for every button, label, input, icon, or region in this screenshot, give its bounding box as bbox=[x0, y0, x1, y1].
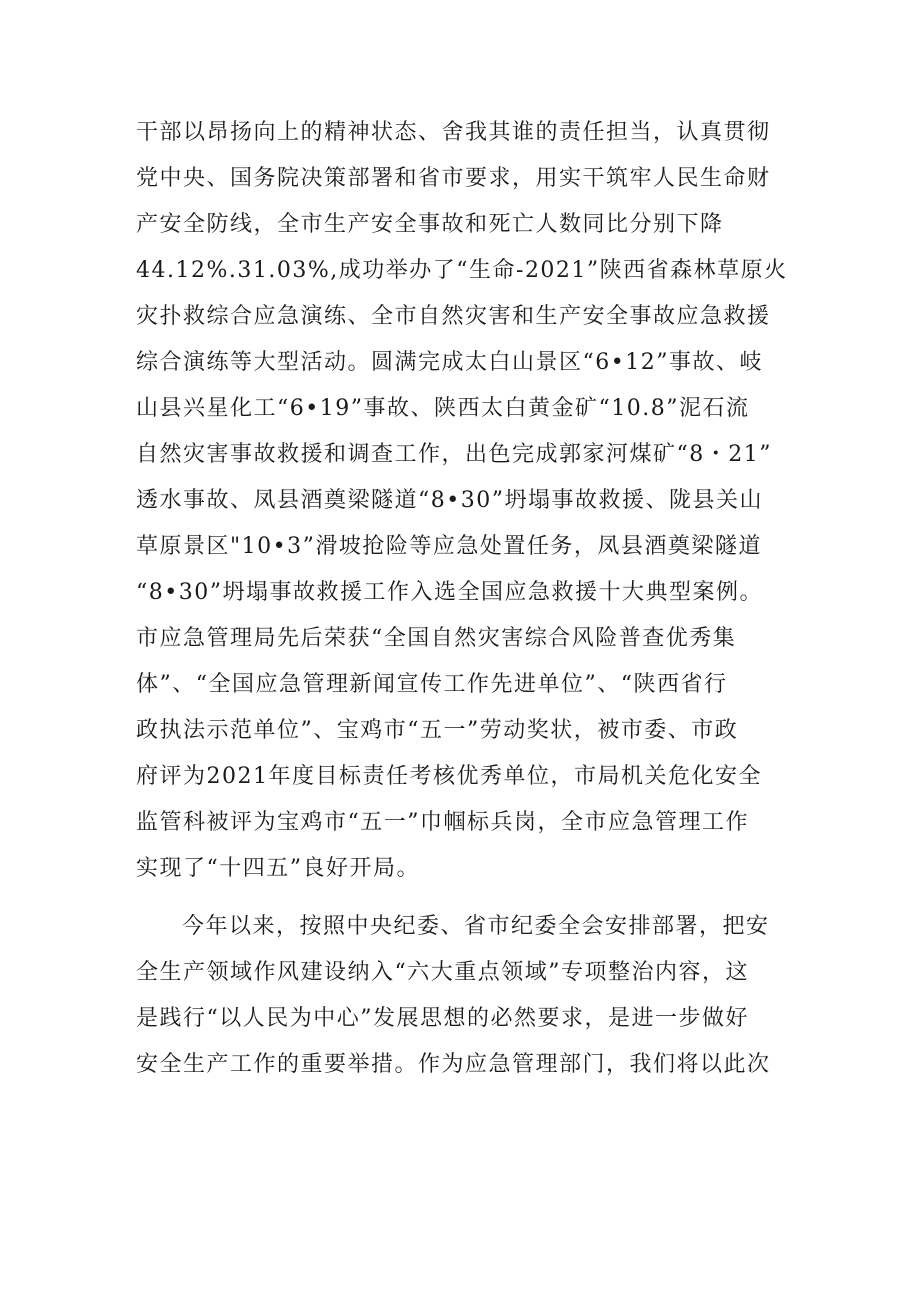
text-line: 监管科被评为宝鸡市“五一”巾帼标兵岗，全市应急管理工作 bbox=[136, 810, 749, 835]
text-line: 党中央、国务院决策部署和省市要求，用实干筑牢人民生命财 bbox=[136, 166, 771, 191]
paragraph-2 bbox=[136, 904, 776, 1088]
text-line: 草原景区"10•3”滑坡抢险等应急处置任务，凤县酒奠梁隧道 bbox=[136, 534, 762, 559]
text-line: 山县兴星化工“6•19”事故、陕西太白黄金矿“10.8”泥石流 bbox=[136, 396, 750, 421]
text-line: 干部以昂扬向上的精神状态、舍我其谁的责任担当，认真贯彻 bbox=[136, 120, 771, 145]
text-line: 透水事故、凤县酒奠梁隧道“8•30”坍塌事故救援、陇县关山 bbox=[136, 488, 763, 513]
text-line: 政执法示范单位”、宝鸡市“五一”劳动奖状，被市委、市政 bbox=[136, 718, 739, 743]
text-line: 44.12%.31.03%,成功举办了“生命-2021”陕西省森林草原火 bbox=[136, 258, 788, 283]
text-line: 体”、“全国应急管理新闻宣传工作先进单位”、“陕西省行 bbox=[136, 672, 728, 697]
text-line: 产安全防线，全市生产安全事故和死亡人数同比分别下降 bbox=[136, 212, 724, 237]
text-line: 自然灾害事故救援和调查工作，出色完成郭家河煤矿“8・21” bbox=[136, 442, 772, 467]
text-line: 灾扑救综合应急演练、全市自然灾害和生产安全事故应急救援 bbox=[136, 304, 771, 329]
text-line: 安全生产工作的重要举措。作为应急管理部门，我们将以此次 bbox=[136, 1052, 771, 1077]
text-line: 综合演练等大型活动。圆满完成太白山景区“6•12”事故、岐 bbox=[136, 350, 763, 375]
text-line: 今年以来，按照中央纪委、省市纪委全会安排部署，把安 bbox=[182, 914, 770, 939]
paragraph-gap bbox=[136, 892, 776, 904]
paragraph-1 bbox=[136, 110, 788, 892]
text-line: 实现了“十四五”良好开局。 bbox=[136, 856, 420, 881]
text-line: 府评为2021年度目标责任考核优秀单位，市局机关危化安全 bbox=[136, 764, 762, 789]
text-line: 全生产领域作风建设纳入“六大重点领域”专项整治内容，这 bbox=[136, 960, 749, 985]
text-line: 市应急管理局先后荣获“全国自然灾害综合风险普查优秀集 bbox=[136, 626, 737, 651]
text-line: 是践行“以人民为中心”发展思想的必然要求，是进一步做好 bbox=[136, 1006, 749, 1031]
text-line: “8•30”坍塌事故救援工作入选全国应急救援十大典型案例。 bbox=[136, 580, 763, 605]
document-body bbox=[136, 110, 788, 1088]
